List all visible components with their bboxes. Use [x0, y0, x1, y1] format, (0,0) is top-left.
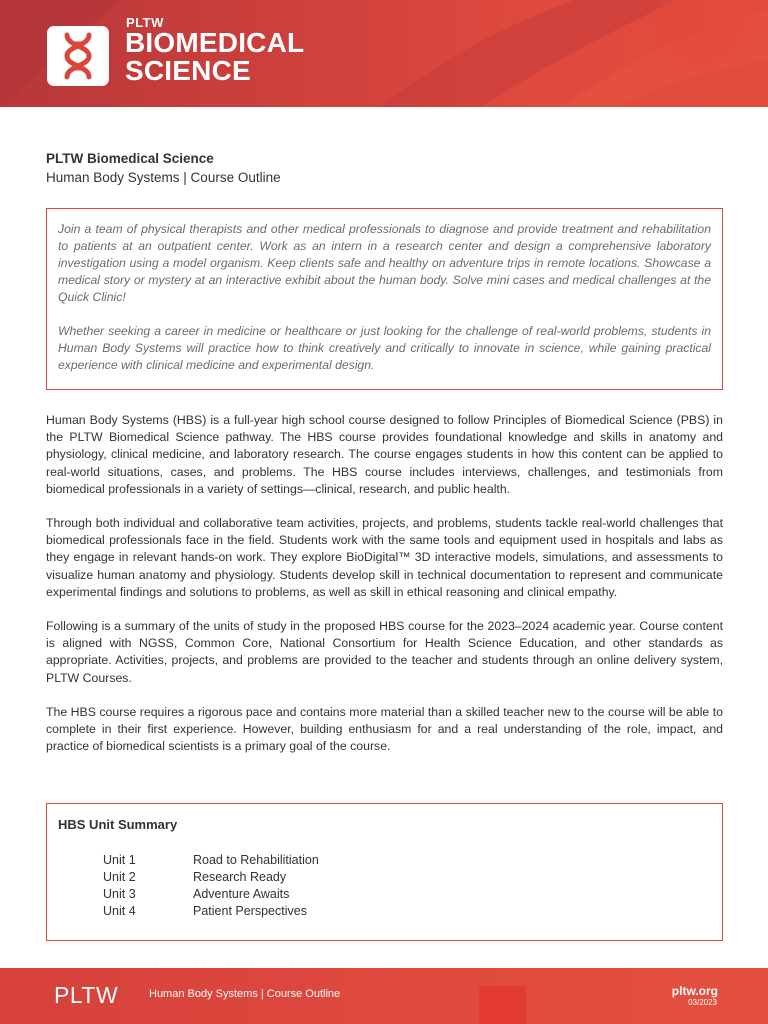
unit-number: Unit 2 — [103, 870, 136, 884]
footer-date: 03/2023 — [688, 998, 717, 1007]
brand-title — [125, 29, 355, 85]
unit-summary-box — [46, 803, 723, 941]
unit-number: Unit 4 — [103, 904, 136, 918]
unit-list — [103, 852, 319, 920]
unit-name: Adventure Awaits — [193, 887, 290, 901]
footer-course-label: Human Body Systems | Course Outline — [149, 988, 341, 1000]
body-paragraph: Through both individual and collaborative team activities, projects, and problems, students tackle real-world challenges that biomedical professionals face in the field. Students work with the same tools and equipment used in hospitals and labs as they engage in relevant hands-on work. They explore BioDigital™ 3D interactive models, simulations, and assessments to visualize human anatomy and physiology. Students develop skill in technical documentation to represent and communicate experimental findings and solutions to problems, as well as skill in ethical reasoning and clinical empathy. — [46, 516, 723, 599]
header-swoosh-graphic — [0, 0, 768, 107]
brand-title-line2: SCIENCE — [125, 55, 251, 86]
footer-pltw-logo: PLTW — [54, 982, 119, 1008]
unit-row — [103, 903, 319, 920]
course-description — [46, 412, 723, 755]
biomedical-logo — [47, 26, 109, 86]
body-paragraph: Following is a summary of the units of study in the proposed HBS course for the 2023–2024 academic year. Course content is aligned with NGSS, Common Core, National Consortium for Health Science Education, and other standards as appropriate. Activities, projects, and problems are provided to the teacher and students through an online delivery system, PLTW Courses. — [46, 619, 723, 685]
document-subtitle: Human Body Systems | Course Outline — [46, 170, 281, 185]
brand-title-line1: BIOMEDICAL — [125, 27, 305, 58]
footer-accent-block — [479, 986, 526, 1024]
unit-row — [103, 886, 319, 903]
document-title: PLTW Biomedical Science — [46, 151, 214, 166]
dna-helix-icon — [61, 32, 95, 80]
unit-row — [103, 852, 319, 869]
intro-callout-box — [46, 208, 723, 390]
unit-name: Patient Perspectives — [193, 904, 307, 918]
unit-row — [103, 869, 319, 886]
unit-name: Road to Rehabilitiation — [193, 853, 319, 867]
footer-banner — [0, 968, 768, 1024]
header-banner — [0, 0, 768, 107]
unit-number: Unit 3 — [103, 887, 136, 901]
footer-url-link[interactable]: pltw.org — [671, 984, 718, 998]
brand-pltw-label: PLTW — [126, 15, 164, 30]
body-paragraph: Human Body Systems (HBS) is a full-year high school course designed to follow Principles of Biomedical Science (PBS) in the PLTW Biomedical Science pathway. The HBS course provides foundational knowledge and skills in anatomy and physiology, clinical medicine, and laboratory research. The course engages students in how this content can be applied to real-world situations, cases, and problems. The HBS course includes interviews, challenges, and testimonials from biomedical professionals in a variety of settings—clinical, research, and public health. — [46, 413, 723, 496]
body-paragraph: The HBS course requires a rigorous pace and contains more material than a skilled teacher new to the course will be able to complete in their first experience. However, building enthusiasm for and a real understanding of the role, impact, and practice of biomedical scientists is a primary goal of the course. — [46, 704, 723, 754]
unit-number: Unit 1 — [103, 853, 136, 867]
unit-summary-title: HBS Unit Summary — [58, 817, 178, 832]
intro-paragraph: Join a team of physical therapists and other medical professionals to diagnose and provide treatment and rehabilitation to patients at an outpatient center. Work as an intern in a research center and design a comprehensive laboratory investigation using a model organism. Keep clients safe and healthy on adventure trips in remote locations. Showcase a medical story or mystery at an interactive exhibit about the human body. Solve mini cases and medical challenges at the Quick Clinic! — [58, 222, 711, 304]
intro-paragraph: Whether seeking a career in medicine or healthcare or just looking for the challenge of real-world problems, students in Human Body Systems will practice how to think creatively and critically to innovate in science, while gaining practical experience with clinical medicine and experimental design. — [58, 324, 711, 372]
unit-name: Research Ready — [193, 870, 287, 884]
